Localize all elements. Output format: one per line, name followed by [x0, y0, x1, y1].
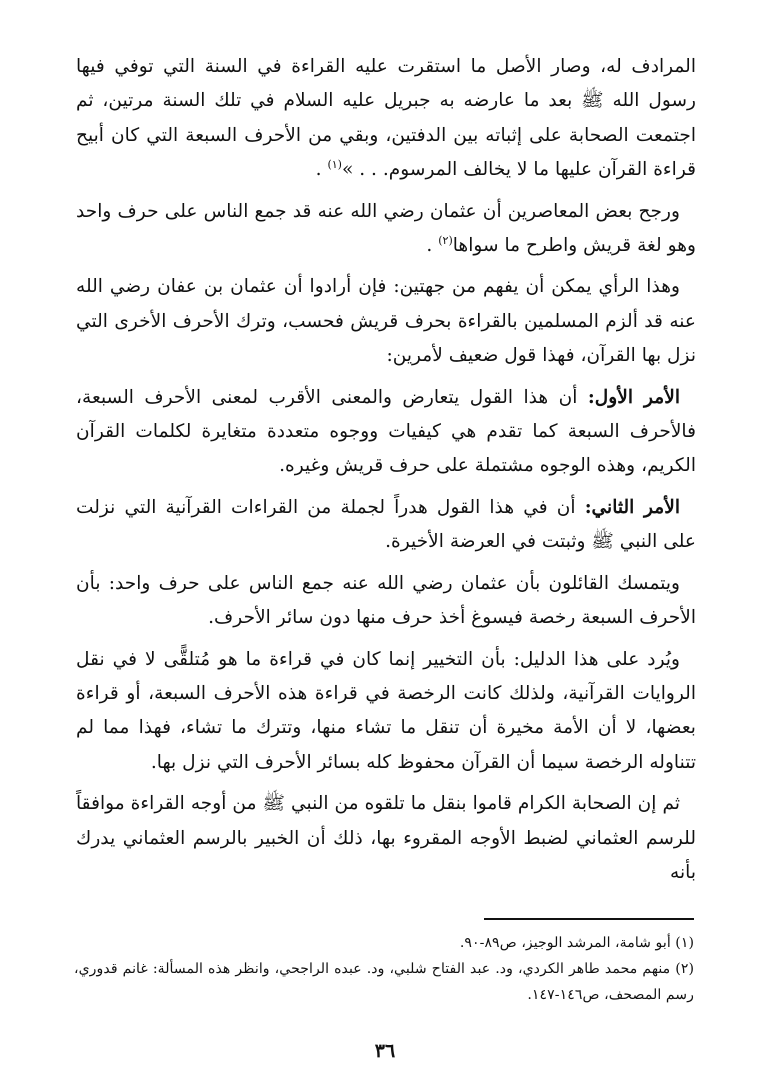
paragraph-2-tail: .	[426, 235, 433, 257]
paragraph-6-text: ويتمسك القائلون بأن عثمان رضي الله عنه جمع الناس على حرف واحد: بأن الأحرف السبعة رخصة فيسوغ أخذ حرف منها دون سائر الأحرف.	[76, 572, 696, 629]
footnote-1: (١) أبو شامة، المرشد الوجيز، ص٨٩-٩٠.	[459, 935, 694, 951]
paragraph-4	[76, 381, 696, 484]
paragraph-5	[76, 491, 696, 560]
first-matter-heading: الأمر الأول:	[587, 386, 680, 408]
paragraph-7-text: ويُرد على هذا الدليل: بأن التخيير إنما كان في قراءة ما هو مُتلقًّى لا في نقل الروايات القرآنية، ولذلك كانت الرخصة في قراءة هذه الأحرف السبعة، أو قراءة بعضها، لا أن الأمة مخيرة أن تنقل ما تشاء منها، وتترك ما تشاء، فهذا مما لم تتناوله الرخصة سيما أن القرآن محفوظ كله بسائر الأحرف التي نزل بها.	[76, 648, 696, 773]
paragraph-1	[76, 50, 696, 188]
footnote-ref-2[interactable]: (٢)	[438, 233, 453, 247]
paragraph-6	[76, 567, 696, 636]
paragraph-8	[76, 787, 696, 890]
paragraph-3-text: وهذا الرأي يمكن أن يفهم من جهتين: فإن أرادوا أن عثمان بن عفان رضي الله عنه قد ألزم المسلمين بالقراءة بحرف قريش فحسب، وترك الأحرف الأخرى التي نزل بها القرآن، فهذا قول ضعيف لأمرين:	[76, 276, 696, 367]
paragraph-2	[76, 195, 696, 264]
paragraph-3	[76, 270, 696, 373]
paragraph-8-text: ثم إن الصحابة الكرام قاموا بنقل ما تلقوه من النبي ﷺ من أوجه القراءة موافقاً للرسم العثماني لضبط الأوجه المقروء بها، ذلك أن الخبير بالرسم العثماني يدرك بأنه	[76, 793, 696, 883]
footnote-divider	[484, 918, 694, 920]
page-body	[76, 50, 696, 897]
paragraph-7	[76, 643, 696, 781]
footnote-ref-1[interactable]: (١)	[327, 158, 342, 172]
paragraph-1-text: المرادف له، وصار الأصل ما استقرت عليه القراءة في السنة التي توفي فيها رسول الله ﷺ بعد ما عارضه به جبريل عليه السلام في تلك السنة مرتين، ثم اجتمعت الصحابة على إثباته بين الدفتين، وبقي من الأحرف السبعة التي كان أبيح قراءة القرآن عليها ما لا يخالف المرسوم. . . »	[76, 56, 696, 181]
paragraph-2-text: ورجح بعض المعاصرين أن عثمان رضي الله عنه قد جمع الناس على حرف واحد وهو لغة قريش واطرح ما سواها	[76, 200, 696, 257]
paragraph-4-text: أن هذا القول يتعارض والمعنى الأقرب لمعنى الأحرف السبعة، فالأحرف السبعة كما تقدم هي كيفيات ووجوه متعددة متغايرة لكلمات القرآن الكريم، وهذه الوجوه مشتملة على حرف قريش وغيره.	[76, 386, 696, 477]
second-matter-heading: الأمر الثاني:	[584, 496, 680, 518]
paragraph-1-tail: .	[315, 159, 322, 181]
footnote-2: (٢) منهم محمد طاهر الكردي، ود. عبد الفتاح شلبي، ود. عبده الراجحي، وانظر هذه المسألة: غانم قدوري، رسم المصحف، ص١٤٦-١٤٧.	[74, 961, 694, 1003]
page-number: ٣٦	[374, 1040, 396, 1062]
footnotes	[74, 930, 694, 1008]
paragraph-5-text: أن في هذا القول هدراً لجملة من القراءات القرآنية التي نزلت على النبي ﷺ وثبتت في العرضة الأخيرة.	[76, 496, 696, 553]
